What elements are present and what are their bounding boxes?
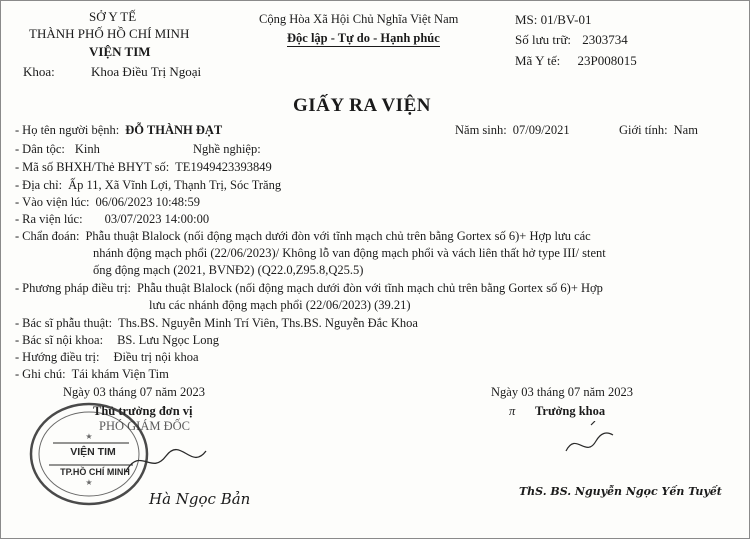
job-field	[193, 142, 267, 157]
address-value: Ấp 11, Xã Vĩnh Lợi, Thạnh Trị, Sóc Trăng	[68, 178, 282, 192]
admission-value: 06/06/2023 10:48:59	[95, 195, 201, 209]
admission-label: Vào viện lúc:	[22, 195, 90, 209]
dept-value: Khoa Điều Trị Ngoại	[91, 64, 202, 79]
insurance-label: Mã số BHXH/Thẻ BHYT số:	[22, 160, 170, 174]
name-value: ĐỖ THÀNH ĐẠT	[125, 123, 223, 137]
diagnosis-line-1: Phẫu thuật Blalock (nối động mạch dưới đòn với tĩnh mạch chủ trên bằng Gortex số 6)+ Hợp lưu các	[85, 229, 591, 243]
method-line-1: Phẫu thuật Blalock (nối động mạch dưới đòn với tĩnh mạch chủ trên bằng Gortex số 6)+ Hợp	[137, 281, 603, 295]
diagnosis-line-3: ống động mạch (2021, BVNĐ2) (Q22.0,Z95.8,Q25.5)	[93, 263, 364, 277]
note-label: Ghi chú:	[22, 367, 66, 381]
direction-label: Hướng điều trị:	[22, 350, 100, 364]
row-diagnosis: - Chẩn đoán: Phẫu thuật Blalock (nối động mạch dưới đòn với tĩnh mạch chủ trên bằng Gortex số 6)+ Hợp lưu các	[15, 229, 591, 243]
insurance-value: TE1949423393849	[175, 160, 272, 174]
country-line: Cộng Hòa Xã Hội Chủ Nghĩa Việt Nam	[259, 12, 459, 26]
stamp-text-2: TP.HỒ CHÍ MINH	[60, 467, 130, 477]
physician-label: Bác sĩ nội khoa:	[22, 333, 104, 347]
discharge-value: 03/07/2023 14:00:00	[104, 212, 210, 226]
right-sign-role: Trưởng khoa	[535, 404, 606, 418]
motto-text: Độc lập - Tự do - Hạnh phúc	[287, 31, 440, 45]
method-label: Phương pháp điều trị:	[22, 281, 132, 295]
ministry-line: SỞ Y TẾ	[89, 9, 137, 24]
archive-value: 2303734	[582, 32, 628, 47]
document-title: GIẤY RA VIỆN	[293, 95, 431, 116]
city-line: THÀNH PHỐ HỒ CHÍ MINH	[29, 26, 190, 41]
row-method: - Phương pháp điều trị: Phẫu thuật Blalock (nối động mạch dưới đòn với tĩnh mạch chủ trên bằng Gortex số 6)+ Hợp	[15, 281, 603, 295]
stamp-text-1: VIỆN TIM	[70, 446, 116, 458]
job-label: Nghề nghiệp:	[193, 142, 261, 156]
address-label: Địa chỉ:	[22, 178, 63, 192]
right-sign-mark: π	[509, 404, 516, 418]
archive-number	[515, 32, 628, 48]
row-direction: - Hướng điều trị: Điều trị nội khoa	[15, 350, 199, 364]
right-sign-date: Ngày 03 tháng 07 năm 2023	[491, 385, 633, 399]
left-sign-date: Ngày 03 tháng 07 năm 2023	[63, 385, 205, 399]
signature-scribble-left	[121, 441, 211, 481]
ethnic-label: Dân tộc:	[22, 142, 65, 156]
row-insurance: - Mã số BHXH/Thẻ BHYT số: TE1949423393849	[15, 160, 272, 174]
method-line-2: lưu các nhánh động mạch phổi (22/06/2023) (39.21)	[149, 298, 411, 312]
diagnosis-label: Chẩn đoán:	[22, 229, 80, 243]
sex-label: Giới tính:	[619, 123, 668, 137]
surgeon-value: Ths.BS. Nguyễn Minh Trí Viên, Ths.BS. Nguyễn Đắc Khoa	[118, 316, 418, 330]
health-code-label: Mã Y tế:	[515, 53, 561, 68]
discharge-label: Ra viện lúc:	[22, 212, 83, 226]
hospital-name: VIỆN TIM	[89, 44, 151, 59]
right-signature-name: ThS. BS. Nguyễn Ngọc Yến Tuyết	[519, 485, 722, 498]
row-ethnic: - Dân tộc: Kinh	[15, 142, 100, 156]
name-label: Họ tên người bệnh:	[22, 123, 120, 137]
row-surgeon: - Bác sĩ phẫu thuật: Ths.BS. Nguyễn Minh Trí Viên, Ths.BS. Nguyễn Đắc Khoa	[15, 316, 418, 330]
dob-value: 07/09/2021	[512, 123, 570, 137]
form-code: MS: 01/BV-01	[515, 12, 592, 27]
surgeon-label: Bác sĩ phẫu thuật:	[22, 316, 113, 330]
row-note: - Ghi chú: Tái khám Viện Tim	[15, 367, 169, 381]
svg-text:★: ★	[85, 478, 93, 487]
dob-label: Năm sinh:	[455, 123, 507, 137]
ethnic-value: Kinh	[74, 142, 100, 156]
left-signature-name: Hà Ngọc Bản	[149, 490, 251, 508]
row-physician: - Bác sĩ nội khoa: BS. Lưu Ngọc Long	[15, 333, 219, 347]
left-sign-role-2: PHÓ GIÁM ĐỐC	[99, 419, 190, 433]
diagnosis-line-2: nhánh động mạch phổi (22/06/2023)/ Không lỗ van động mạch phổi và vách liên thất hở type III/ stent	[93, 246, 606, 260]
sex-value: Nam	[673, 123, 698, 137]
dept-label: Khoa:	[23, 64, 55, 79]
dob-field	[455, 123, 570, 138]
row-discharge: - Ra viện lúc: 03/07/2023 14:00:00	[15, 212, 210, 226]
health-code	[515, 53, 637, 69]
svg-text:★: ★	[85, 432, 93, 441]
physician-value: BS. Lưu Ngọc Long	[117, 333, 219, 347]
note-value: Tái khám Viện Tim	[71, 367, 169, 381]
direction-value: Điều trị nội khoa	[113, 350, 199, 364]
archive-label: Số lưu trữ:	[515, 32, 571, 47]
left-sign-role: Thủ trưởng đơn vị	[93, 404, 193, 418]
signature-scribble-right	[561, 421, 621, 461]
row-name: - Họ tên người bệnh: ĐỖ THÀNH ĐẠT	[15, 123, 223, 137]
sex-field	[619, 123, 698, 138]
motto-line	[287, 31, 440, 47]
health-code-value: 23P008015	[577, 53, 637, 68]
row-address: - Địa chỉ: Ấp 11, Xã Vĩnh Lợi, Thạnh Trị, Sóc Trăng	[15, 178, 282, 192]
row-admission: - Vào viện lúc: 06/06/2023 10:48:59	[15, 195, 201, 209]
